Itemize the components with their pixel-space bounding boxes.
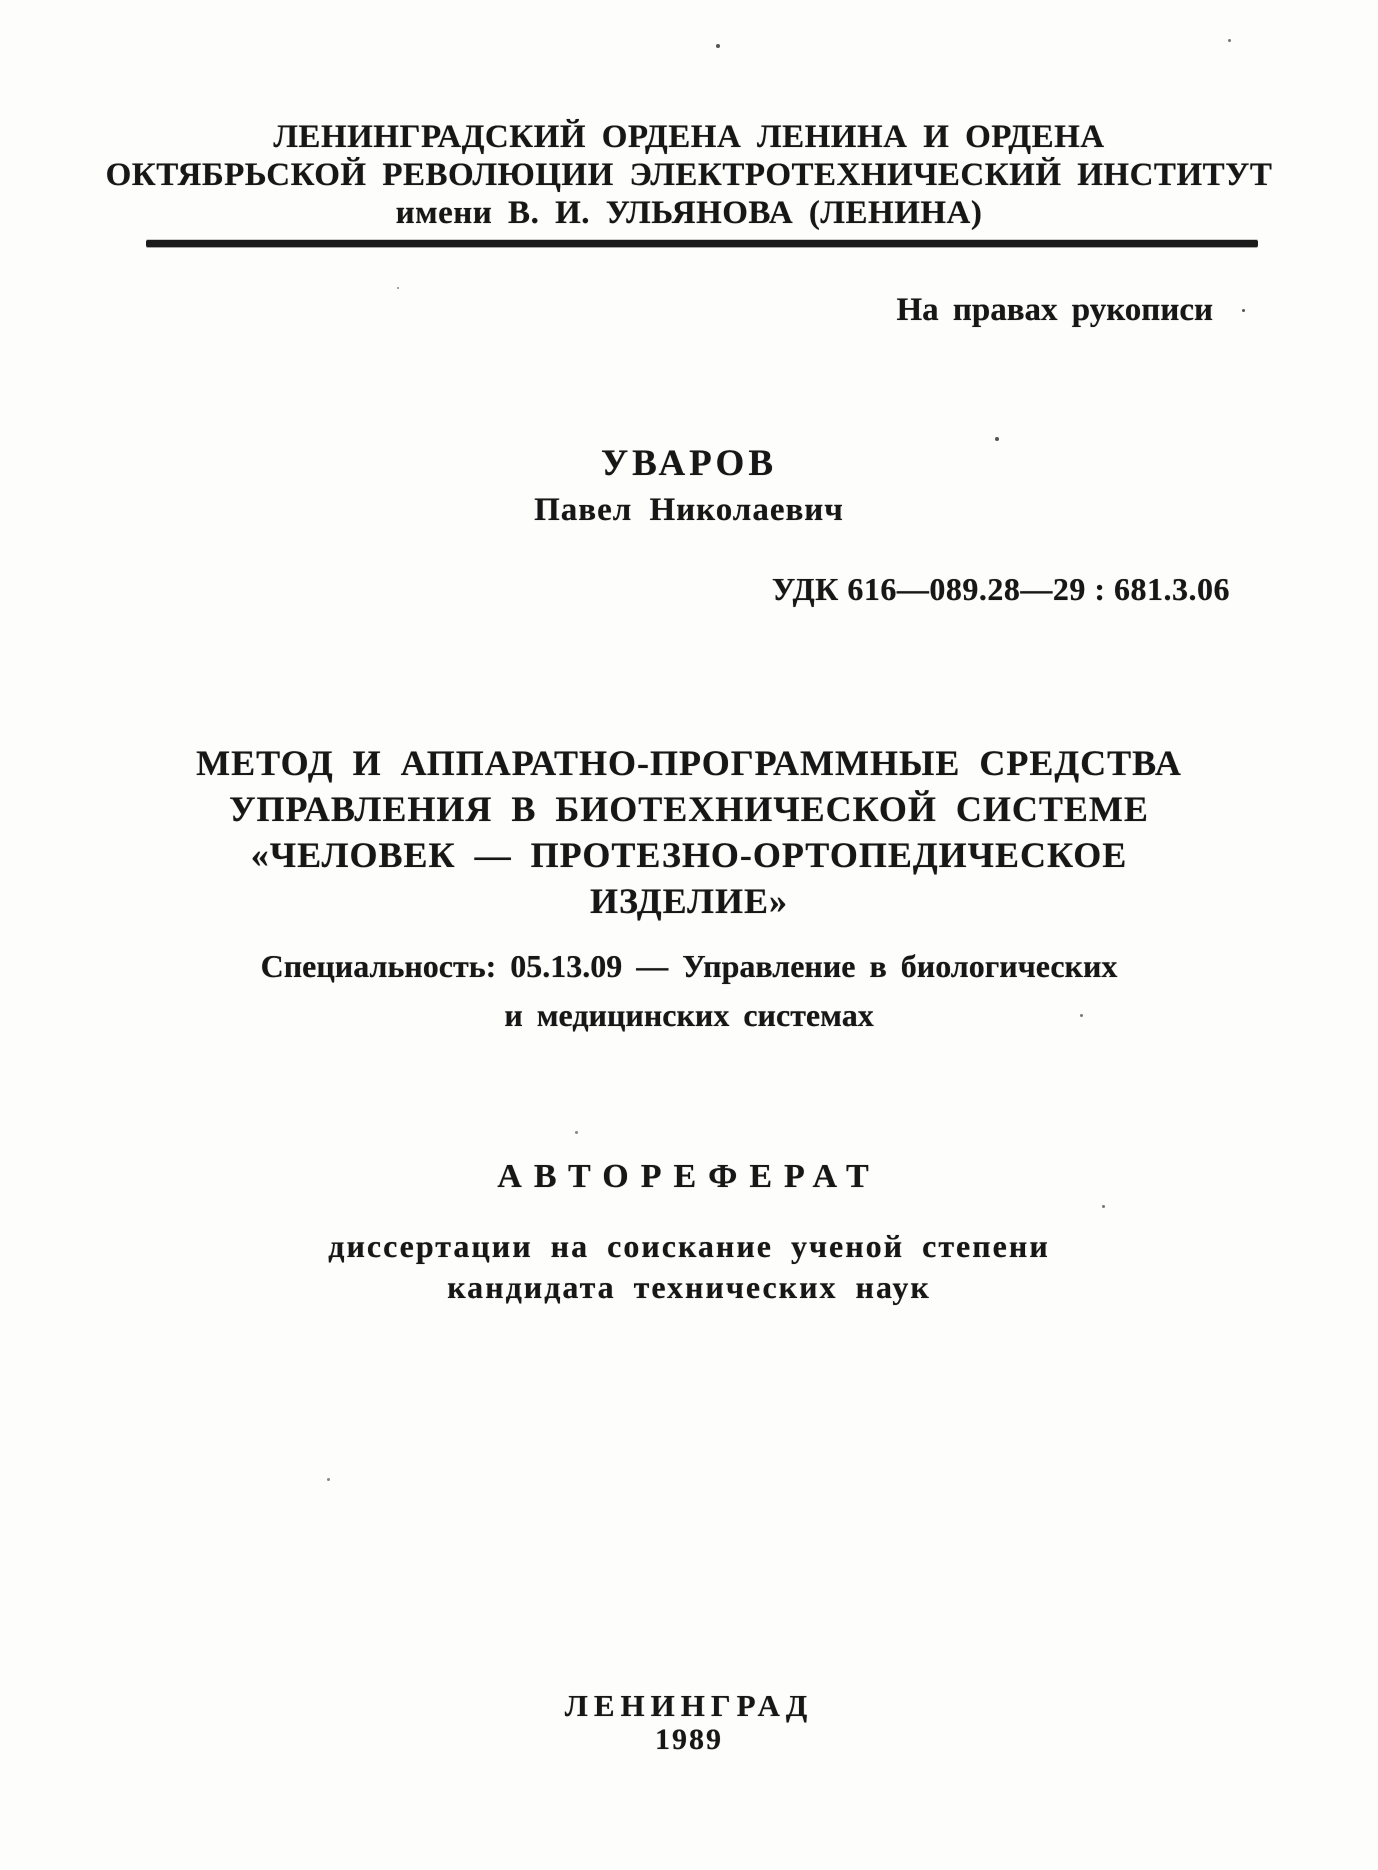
specialty-line-1: Специальность: 05.13.09 — Управление в биологических <box>260 948 1118 984</box>
abstract-subtitle-line-2: кандидата технических наук <box>447 1269 931 1305</box>
title-line-2: УПРАВЛЕНИЯ В БИОТЕХНИЧЕСКОЙ СИСТЕМЕ <box>229 789 1149 829</box>
author-surname: УВАРОВ <box>600 443 778 484</box>
institution-line-1: ЛЕНИНГРАДСКИЙ ОРДЕНА ЛЕНИНА И ОРДЕНА <box>273 119 1105 155</box>
scan-speck <box>1242 309 1245 312</box>
institution-line-2: ОКТЯБРЬСКОЙ РЕВОЛЮЦИИ ЭЛЕКТРОТЕХНИЧЕСКИЙ ИНСТИТУТ <box>105 157 1273 193</box>
specialty <box>0 942 1378 1040</box>
specialty-line-2: и медицинских системах <box>504 997 874 1033</box>
scan-speck <box>397 287 399 289</box>
title-line-3: «ЧЕЛОВЕК — ПРОТЕЗНО-ОРТОПЕДИЧЕСКОЕ <box>250 835 1128 875</box>
institution-name <box>0 118 1378 232</box>
author-given-names: Павел Николаевич <box>534 492 844 528</box>
title-line-4: ИЗДЕЛИЕ» <box>590 881 788 921</box>
manuscript-rights-note: На правах рукописи <box>896 292 1213 328</box>
scan-speck <box>327 1478 330 1481</box>
scan-speck <box>1080 1014 1083 1017</box>
title-line-1: МЕТОД И АППАРАТНО-ПРОГРАММНЫЕ СРЕДСТВА <box>196 743 1182 783</box>
header-divider-rule <box>146 240 1258 247</box>
scan-speck <box>575 1131 578 1134</box>
abstract-subtitle <box>0 1226 1378 1308</box>
institution-line-3: имени В. И. УЛЬЯНОВА (ЛЕНИНА) <box>395 195 983 231</box>
dissertation-title <box>0 740 1378 924</box>
scan-speck <box>995 437 999 441</box>
abstract-subtitle-line-1: диссертации на соискание ученой степени <box>328 1228 1050 1264</box>
imprint-year: 1989 <box>655 1723 723 1756</box>
udc-classification: УДК 616—089.28—29 : 681.3.06 <box>771 571 1230 607</box>
imprint-city: ЛЕНИНГРАД <box>564 1688 814 1723</box>
scan-speck <box>1228 39 1231 42</box>
scan-speck <box>1102 1205 1105 1208</box>
abstract-heading: АВТОРЕФЕРАТ <box>497 1158 881 1195</box>
scan-speck <box>716 44 720 48</box>
